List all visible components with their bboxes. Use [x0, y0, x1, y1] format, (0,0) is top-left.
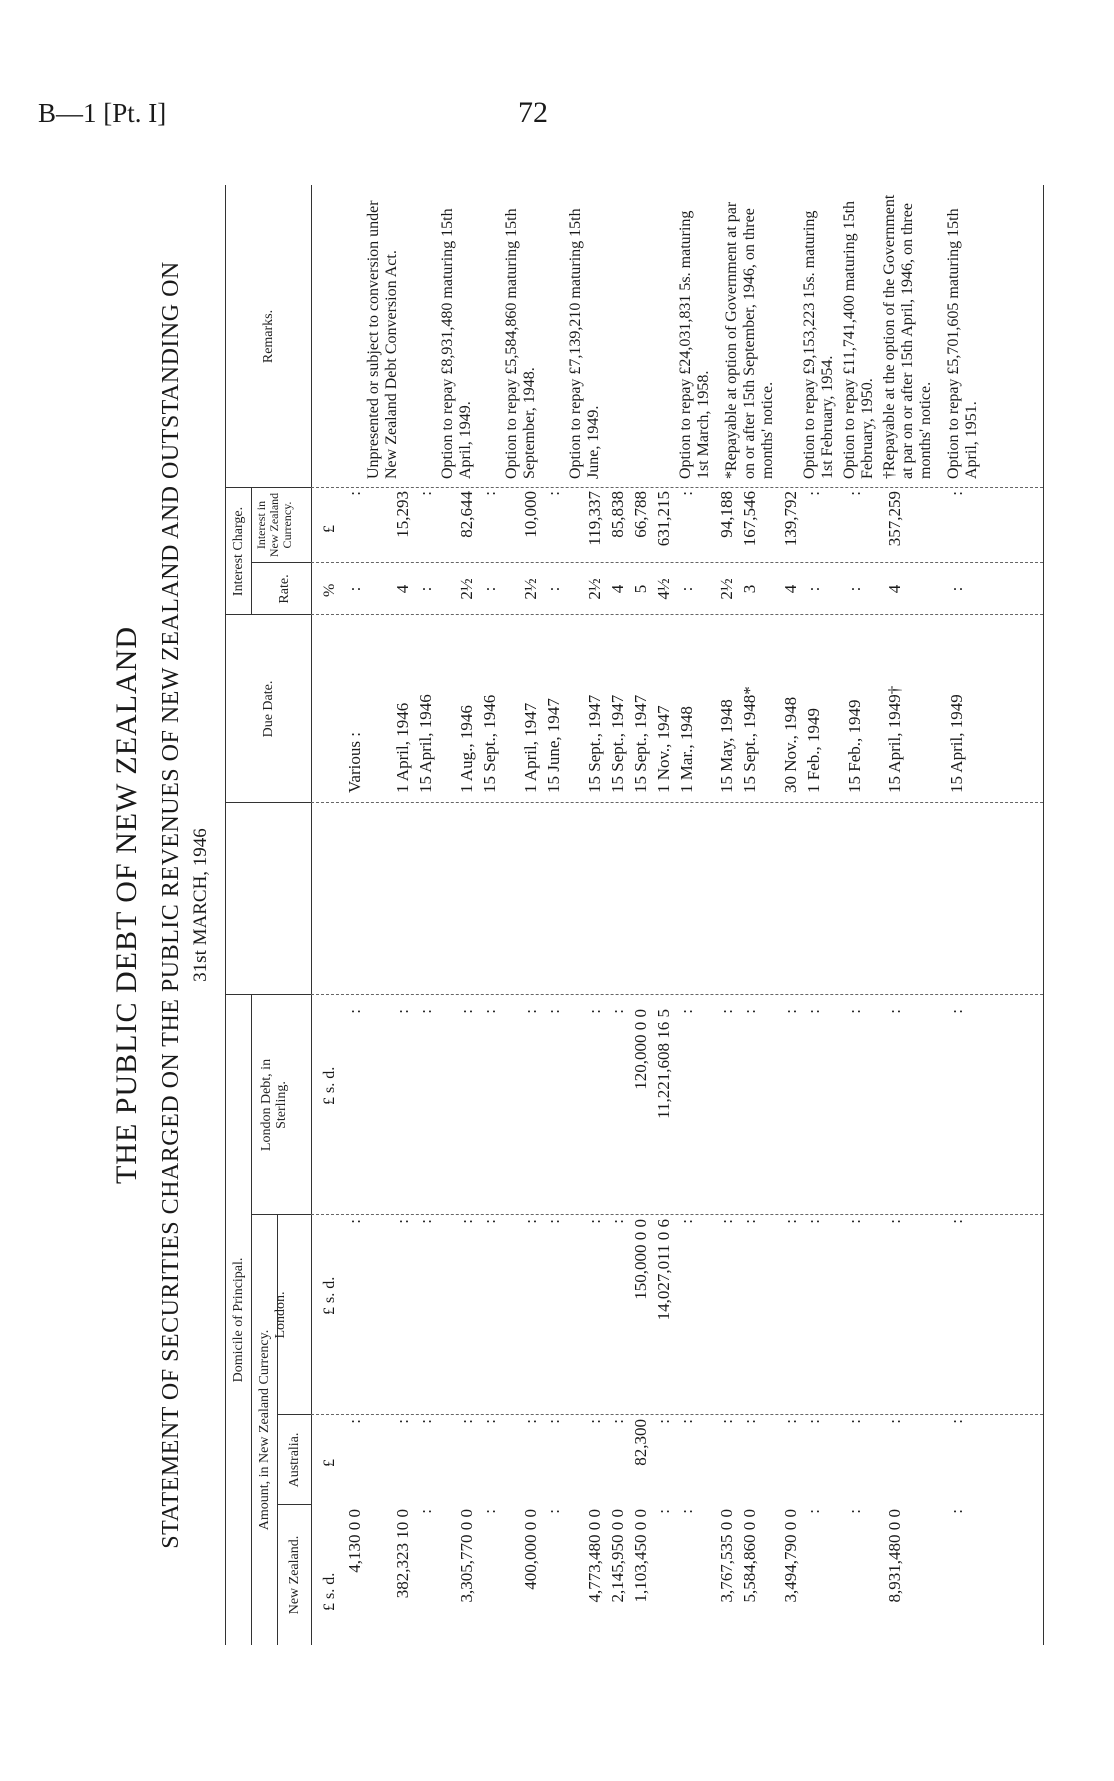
- cell-ldn: :: [717, 1219, 736, 1224]
- cell-nz: 4,130 0 0: [345, 1509, 364, 1573]
- cell-au: :: [393, 1419, 412, 1424]
- cell-due: 1 Nov., 1947: [654, 705, 673, 793]
- cell-due: 15 April, 1946: [416, 694, 435, 793]
- cell-ldn: :: [585, 1219, 604, 1224]
- remark-text: Option to repay £5,584,860 maturing 15th September, 1948.: [503, 208, 538, 479]
- cell-ldn: :: [480, 1219, 499, 1224]
- cell-nz: 3,767,535 0 0: [717, 1509, 736, 1603]
- unit-au: £: [321, 1459, 338, 1467]
- cell-ldebt: :: [521, 1009, 540, 1014]
- cell-nz: :: [947, 1509, 966, 1514]
- cell-ldn: :: [416, 1219, 435, 1224]
- remark-text: Unpresented or subject to conversion under New Zealand Debt Conversion Act.: [365, 200, 400, 479]
- cell-au: :: [947, 1419, 966, 1424]
- cell-int: 631,215: [654, 491, 673, 547]
- cell-ldn: :: [544, 1219, 563, 1224]
- cell-ldebt: :: [345, 1009, 364, 1014]
- cell-due: 15 Sept., 1947: [608, 694, 627, 793]
- cell-ldn: :: [947, 1219, 966, 1224]
- cell-int: :: [804, 491, 823, 496]
- cell-nz: :: [544, 1509, 563, 1514]
- cell-rate: :: [480, 586, 499, 592]
- remarks-header: Remarks.: [261, 309, 276, 364]
- table-bottom-rule: [1043, 185, 1044, 1645]
- cell-rate: 5: [631, 584, 650, 594]
- col-divider-1: [311, 1414, 1043, 1415]
- cell-nz: 1,103,450 0 0: [631, 1509, 650, 1603]
- document-reference: B—1 [Pt. I]: [38, 98, 167, 128]
- cell-nz: :: [416, 1509, 435, 1514]
- cell-au: :: [781, 1419, 800, 1424]
- cell-ldebt: :: [781, 1009, 800, 1014]
- cell-ldn: 150,000 0 0: [631, 1219, 650, 1300]
- cell-nz: :: [480, 1509, 499, 1514]
- page-title: THE PUBLIC DEBT OF NEW ZEALAND: [110, 625, 143, 1185]
- cell-au: :: [717, 1419, 736, 1424]
- cell-int: :: [845, 491, 864, 496]
- remark-text: Option to repay £5,701,605 maturing 15th April, 1951.: [945, 208, 980, 479]
- cell-ldn: :: [781, 1219, 800, 1224]
- col-divider-6: [311, 562, 1043, 563]
- cell-int: 10,000: [521, 491, 540, 538]
- remark-text: Option to repay £24,031,831 5s. maturing 1st March, 1958.: [677, 210, 712, 479]
- cell-due: 15 May, 1948: [717, 699, 736, 793]
- new-zealand-header: New Zealand.: [287, 1535, 302, 1615]
- cell-int: :: [544, 491, 563, 496]
- cell-ldn: :: [740, 1219, 759, 1224]
- cell-ldn: :: [521, 1219, 540, 1224]
- cell-int: 119,337: [585, 491, 604, 546]
- cell-due: Various :: [345, 732, 364, 793]
- cell-due: 1 April, 1947: [521, 702, 540, 793]
- cell-rate: 2½: [457, 578, 476, 600]
- cell-ldebt: :: [885, 1009, 904, 1014]
- securities-table: [225, 185, 1045, 1645]
- cell-int: :: [345, 491, 364, 496]
- london-debt-header: London Debt, in Sterling.: [259, 1058, 289, 1152]
- cell-int: 167,546: [740, 491, 759, 547]
- cell-nz: :: [845, 1509, 864, 1514]
- cell-au: :: [544, 1419, 563, 1424]
- cell-nz: 400,000 0 0: [521, 1509, 540, 1590]
- rate-header: Rate.: [277, 574, 292, 604]
- cell-au: :: [608, 1419, 627, 1424]
- cell-rate: 4: [608, 584, 627, 594]
- cell-nz: 8,931,480 0 0: [885, 1509, 904, 1603]
- col-divider-7: [311, 487, 1043, 488]
- unit-london: £ s. d.: [321, 1276, 338, 1315]
- cell-int: :: [416, 491, 435, 496]
- cell-due: 1 Aug., 1946: [457, 705, 476, 793]
- interest-charge-header: Interest Charge.: [231, 506, 246, 597]
- cell-rate: 4: [393, 584, 412, 594]
- cell-int: 357,259: [885, 491, 904, 547]
- cell-ldebt: :: [677, 1009, 696, 1014]
- cell-rate: :: [544, 586, 563, 592]
- cell-due: 30 Nov., 1948: [781, 696, 800, 793]
- cell-rate: :: [677, 586, 696, 592]
- cell-nz: 5,584,860 0 0: [740, 1509, 759, 1603]
- cell-due: 1 Feb., 1949: [804, 708, 823, 793]
- cell-int: 82,644: [457, 491, 476, 538]
- cell-au: :: [457, 1419, 476, 1424]
- cell-int: :: [480, 491, 499, 496]
- page-date-line: 31st MARCH, 1946: [190, 828, 211, 982]
- due-date-header: Due Date.: [261, 680, 276, 738]
- cell-ldebt: :: [393, 1009, 412, 1014]
- cell-due: 15 Sept., 1946: [480, 694, 499, 793]
- cell-nz: 2,145,950 0 0: [608, 1509, 627, 1603]
- cell-rate: :: [345, 586, 364, 592]
- cell-ldn: :: [677, 1219, 696, 1224]
- cell-au: :: [521, 1419, 540, 1424]
- cell-rate: 3: [740, 584, 759, 594]
- cell-due: 15 June, 1947: [544, 698, 563, 793]
- cell-due: 15 Feb., 1949: [845, 699, 864, 793]
- cell-au: :: [885, 1419, 904, 1424]
- cell-due: 15 Sept., 1948*: [740, 686, 759, 793]
- cell-au: :: [677, 1419, 696, 1424]
- page-number: 72: [518, 96, 548, 129]
- cell-ldebt: :: [457, 1009, 476, 1014]
- unit-interest: £: [321, 525, 338, 533]
- rotated-table-sheet: [80, 105, 1080, 1705]
- cell-rate: 4: [781, 584, 800, 594]
- cell-int: 85,838: [608, 491, 627, 538]
- cell-int: 66,788: [631, 491, 650, 538]
- australia-header: Australia.: [287, 1432, 302, 1488]
- cell-ldebt: :: [608, 1009, 627, 1014]
- cell-au: :: [416, 1419, 435, 1424]
- table-top-rule: [225, 185, 226, 1645]
- col-divider-3: [311, 994, 1043, 995]
- cell-ldebt: :: [585, 1009, 604, 1014]
- cell-nz: :: [677, 1509, 696, 1514]
- remark-text: Option to repay £7,139,210 maturing 15th June, 1949.: [567, 208, 602, 479]
- cell-nz: 382,323 10 0: [393, 1509, 412, 1599]
- cell-rate: 4½: [654, 578, 673, 600]
- cell-au: :: [654, 1419, 673, 1424]
- unit-rate: %: [321, 583, 338, 597]
- header-bottom-rule: [311, 185, 312, 1645]
- cell-ldn: 14,027,011 0 6: [654, 1219, 673, 1321]
- cell-nz: :: [654, 1509, 673, 1514]
- cell-rate: :: [416, 586, 435, 592]
- cell-au: :: [480, 1419, 499, 1424]
- domicile-header: Domicile of Principal.: [231, 1257, 246, 1383]
- cell-rate: 2½: [521, 578, 540, 600]
- cell-ldn: :: [393, 1219, 412, 1224]
- interest-header-rule: [251, 488, 252, 615]
- cell-ldn: :: [345, 1219, 364, 1224]
- cell-au: :: [585, 1419, 604, 1424]
- col-divider-4: [311, 802, 1043, 803]
- cell-int: :: [677, 491, 696, 496]
- remark-text: †Repayable at the option of the Government at par on or after 15th April, 1946, on three months' notice.: [881, 194, 934, 479]
- cell-nz: 4,773,480 0 0: [585, 1509, 604, 1603]
- col-divider-2: [311, 1214, 1043, 1215]
- unit-london-debt: £ s. d.: [321, 1066, 338, 1105]
- cell-nz: 3,305,770 0 0: [457, 1509, 476, 1603]
- cell-ldebt: :: [544, 1009, 563, 1014]
- cell-au: :: [845, 1419, 864, 1424]
- remark-text: Option to repay £11,741,400 maturing 15th February, 1950.: [841, 200, 876, 479]
- page-subtitle: STATEMENT OF SECURITIES CHARGED ON THE PUBLIC REVENUES OF NEW ZEALAND AND OUTSTANDING ON: [158, 261, 184, 1549]
- cell-int: 139,792: [781, 491, 800, 547]
- cell-rate: 2½: [585, 578, 604, 600]
- cell-au: :: [740, 1419, 759, 1424]
- cell-int: 94,188: [717, 491, 736, 538]
- cell-due: 15 Sept., 1947: [631, 694, 650, 793]
- cell-due: 15 Sept., 1947: [585, 694, 604, 793]
- cell-int: 15,293: [393, 491, 412, 538]
- cell-ldn: :: [885, 1219, 904, 1224]
- remark-text: Option to repay £9,153,223 15s. maturing 1st February, 1954.: [801, 210, 836, 479]
- cell-ldebt: 11,221,608 16 5: [654, 1009, 673, 1119]
- cell-ldn: :: [457, 1219, 476, 1224]
- cell-ldebt: :: [740, 1009, 759, 1014]
- cell-au: :: [804, 1419, 823, 1424]
- cell-ldebt: :: [804, 1009, 823, 1014]
- cell-due: 15 April, 1949: [947, 694, 966, 793]
- cell-ldebt: :: [717, 1009, 736, 1014]
- interest-nz-header: Interest in New Zealand Currency.: [254, 492, 294, 558]
- cell-due: 1 April, 1946: [393, 702, 412, 793]
- cell-rate: :: [845, 586, 864, 592]
- col-divider-5: [311, 614, 1043, 615]
- cell-ldn: :: [608, 1219, 627, 1224]
- cell-au: 82,300: [631, 1419, 650, 1466]
- remark-text: *Repayable at option of Government at par on or after 15th September, 1946, on three months' notice.: [723, 201, 776, 479]
- domicile-header-rule: [251, 995, 252, 1645]
- unit-nz: £ s. d.: [321, 1572, 338, 1611]
- cell-rate: :: [804, 586, 823, 592]
- cell-ldebt: :: [480, 1009, 499, 1014]
- cell-au: :: [345, 1419, 364, 1424]
- cell-ldebt: :: [845, 1009, 864, 1014]
- cell-ldebt: 120,000 0 0: [631, 1009, 650, 1090]
- amount-nz-header: Amount, in New Zealand Currency.: [257, 1329, 272, 1531]
- cell-rate: 2½: [717, 578, 736, 600]
- cell-nz: 3,494,790 0 0: [781, 1509, 800, 1603]
- cell-ldn: :: [845, 1219, 864, 1224]
- cell-ldn: :: [804, 1219, 823, 1224]
- cell-rate: :: [947, 586, 966, 592]
- cell-due: 15 April, 1949†: [885, 685, 904, 793]
- cell-ldebt: :: [416, 1009, 435, 1014]
- london-header: London.: [273, 1291, 288, 1339]
- cell-ldebt: :: [947, 1009, 966, 1014]
- cell-due: 1 Mar., 1948: [677, 706, 696, 793]
- cell-int: :: [947, 491, 966, 496]
- cell-nz: :: [804, 1509, 823, 1514]
- remark-text: Option to repay £8,931,480 maturing 15th April, 1949.: [439, 208, 474, 479]
- cell-rate: 4: [885, 584, 904, 594]
